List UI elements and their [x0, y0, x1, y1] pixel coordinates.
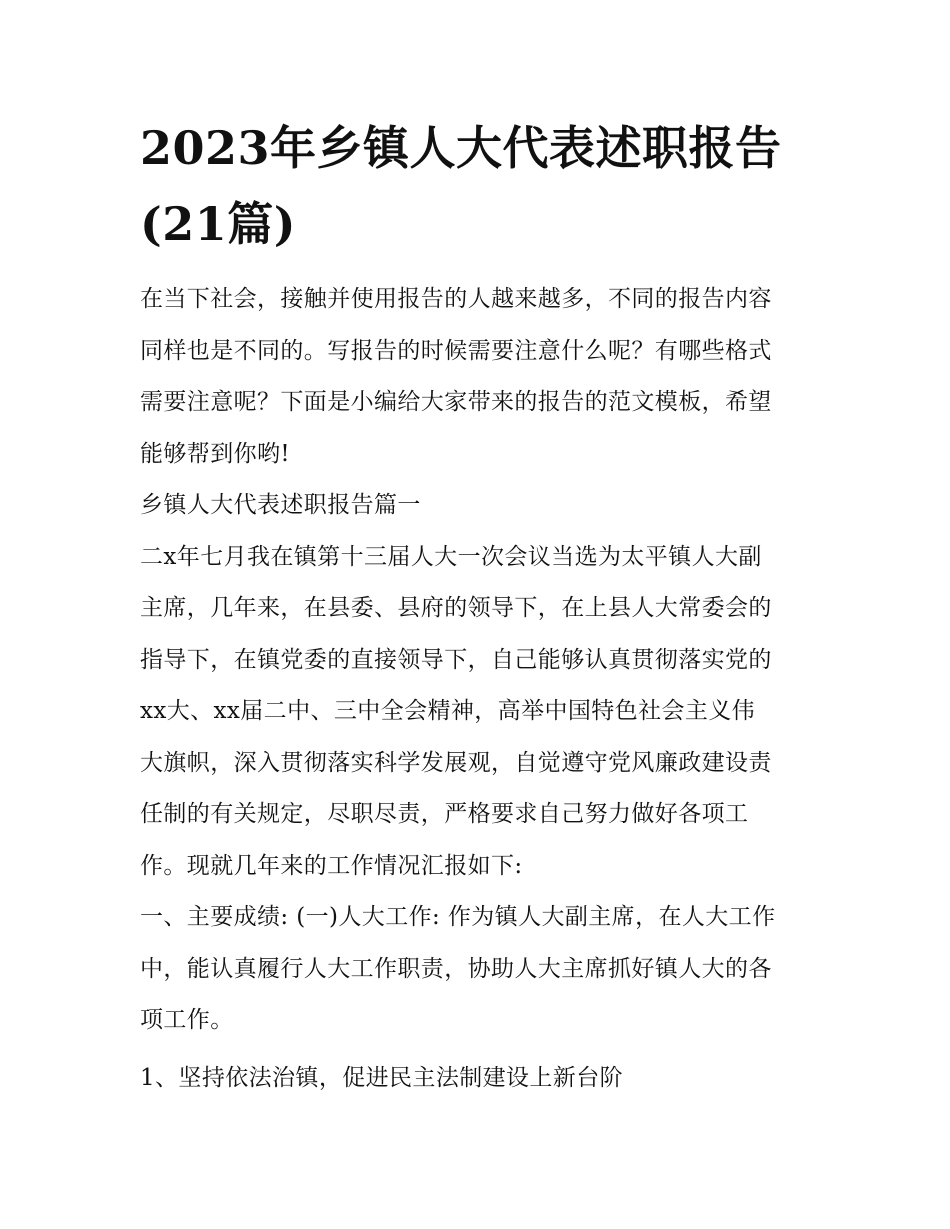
achievement-line: 一、主要成绩: (一)人大工作: 作为镇人大副主席，在人大工作 [140, 904, 776, 930]
intro-paragraph [140, 274, 812, 480]
body-line: 大旗帜，深入贯彻落实科学发展观，自觉遵守党风廉政建设责 [140, 749, 772, 776]
body-line: 主席，几年来，在县委、县府的领导下，在上县人大常委会的 [140, 595, 772, 621]
body-line: xx大、xx届二中、三中全会精神，高举中国特色社会主义伟 [140, 698, 756, 724]
achievement-line: 项工作。 [140, 1007, 234, 1033]
item-heading-text: 1、坚持依法治镇，促进民主法制建设上新台阶 [140, 1064, 624, 1091]
title-line: (21篇) [140, 197, 297, 251]
body-line: 任制的有关规定，尽职尽责，严格要求自己努力做好各项工 [140, 801, 749, 827]
section-heading [140, 480, 812, 532]
intro-line: 同样也是不同的。写报告的时候需要注意什么呢？有哪些格式 [140, 337, 772, 364]
document-title [140, 110, 812, 262]
item-heading [140, 1053, 812, 1105]
intro-line: 能够帮到你哟! [140, 440, 291, 467]
section-heading-text: 乡镇人大代表述职报告篇一 [140, 492, 421, 518]
achievement-line: 中，能认真履行人大工作职责，协助人大主席抓好镇人大的各 [140, 955, 772, 982]
body-paragraph [140, 532, 812, 893]
body-line: 指导下，在镇党委的直接领导下，自己能够认真贯彻落实党的 [140, 646, 772, 673]
body-line: 作。现就几年来的工作情况汇报如下: [140, 852, 523, 879]
intro-line: 需要注意呢？下面是小编给大家带来的报告的范文模板，希望 [140, 389, 772, 415]
achievement-paragraph [140, 892, 812, 1047]
intro-line: 在当下社会，接触并使用报告的人越来越多，不同的报告内容 [140, 286, 772, 312]
body-line: 二x年七月我在镇第十三届人大一次会议当选为太平镇人大副 [140, 543, 762, 570]
title-line: 2023年乡镇人大代表述职报告 [140, 121, 782, 175]
document-content [140, 110, 812, 1104]
